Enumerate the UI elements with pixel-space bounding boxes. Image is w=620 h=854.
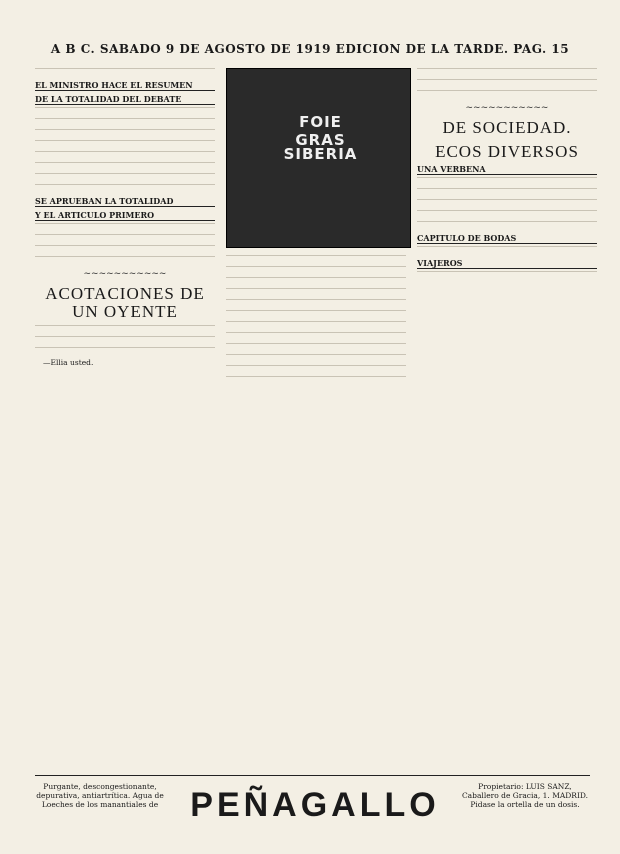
paragraph xyxy=(417,199,597,208)
paragraph xyxy=(226,310,406,319)
paragraph xyxy=(35,107,215,116)
right-intro xyxy=(417,68,597,99)
cartoon-illustration xyxy=(226,68,411,248)
paragraph xyxy=(226,277,406,286)
paragraph xyxy=(226,365,406,374)
approval-body xyxy=(35,223,215,265)
paragraph xyxy=(35,162,215,171)
paragraph xyxy=(35,347,215,356)
paragraph xyxy=(417,177,597,186)
paragraph xyxy=(417,90,597,99)
signature: —Ellia usted. xyxy=(43,358,94,367)
paragraph xyxy=(226,343,406,352)
section-title: ACOTACIONES DE UN OYENTE xyxy=(45,284,205,321)
section-body xyxy=(35,325,215,356)
verbena-body xyxy=(417,177,597,230)
ad-right-text: Propietario: LUIS SANZ, Caballero de Gracia, 1. MADRID. Pidase la ortella de un dosis. xyxy=(461,782,589,809)
paragraph xyxy=(35,68,215,77)
advertisement xyxy=(35,775,590,836)
paragraph xyxy=(226,255,406,264)
paragraph xyxy=(35,129,215,138)
left-body xyxy=(35,107,215,193)
paragraph xyxy=(226,332,406,341)
paragraph xyxy=(35,245,215,254)
section-heading: Y EL ARTICULO PRIMERO xyxy=(35,211,215,221)
divider-ornament: ~~~~~~~~~~~ xyxy=(465,103,549,113)
paragraph xyxy=(226,299,406,308)
right-column xyxy=(417,68,597,748)
paragraph xyxy=(35,223,215,232)
paragraph xyxy=(226,288,406,297)
section-heading: SE APRUEBAN LA TOTALIDAD xyxy=(35,197,215,207)
left-intro xyxy=(35,68,215,77)
section-heading: UNA VERBENA xyxy=(417,165,597,175)
section-heading: CAPITULO DE BODAS xyxy=(417,234,597,244)
paragraph xyxy=(35,151,215,160)
section-heading: EL MINISTRO HACE EL RESUMEN xyxy=(35,81,215,91)
paragraph xyxy=(35,234,215,243)
section-heading: DE LA TOTALIDAD DEL DEBATE xyxy=(35,95,215,105)
paragraph xyxy=(35,173,215,182)
cartoon-label: SIBERIA xyxy=(283,145,358,163)
paragraph xyxy=(226,321,406,330)
paragraph xyxy=(417,188,597,197)
section-heading: VIAJEROS xyxy=(417,259,597,269)
ad-brand: PEÑAGALLO xyxy=(190,786,440,824)
paragraph xyxy=(35,184,215,193)
paragraph xyxy=(417,271,597,280)
paragraph xyxy=(226,266,406,275)
paragraph xyxy=(35,256,215,265)
section-title: DE SOCIEDAD. xyxy=(442,118,572,137)
page-masthead: A B C. SABADO 9 DE AGOSTO DE 1919 EDICION DE LA TARDE. PAG. 15 xyxy=(50,42,570,56)
paragraph xyxy=(35,118,215,127)
paragraph xyxy=(417,246,597,255)
paragraph xyxy=(226,354,406,363)
paragraph xyxy=(417,68,597,77)
divider-ornament: ~~~~~~~~~~~ xyxy=(83,269,167,279)
left-column xyxy=(35,68,215,748)
paragraph xyxy=(417,210,597,219)
cartoon-label: FOIE GRAS xyxy=(295,113,346,149)
section-subtitle: ECOS DIVERSOS xyxy=(435,142,579,161)
ad-left-text: Purgante, descongestionante, depurativa, antiartrítica. Agua de Loeches de los manantiales de xyxy=(36,782,164,809)
paragraph xyxy=(35,325,215,334)
center-column xyxy=(226,255,406,748)
paragraph xyxy=(417,79,597,88)
paragraph xyxy=(226,376,406,385)
paragraph xyxy=(35,336,215,345)
paragraph xyxy=(35,140,215,149)
paragraph xyxy=(417,221,597,230)
